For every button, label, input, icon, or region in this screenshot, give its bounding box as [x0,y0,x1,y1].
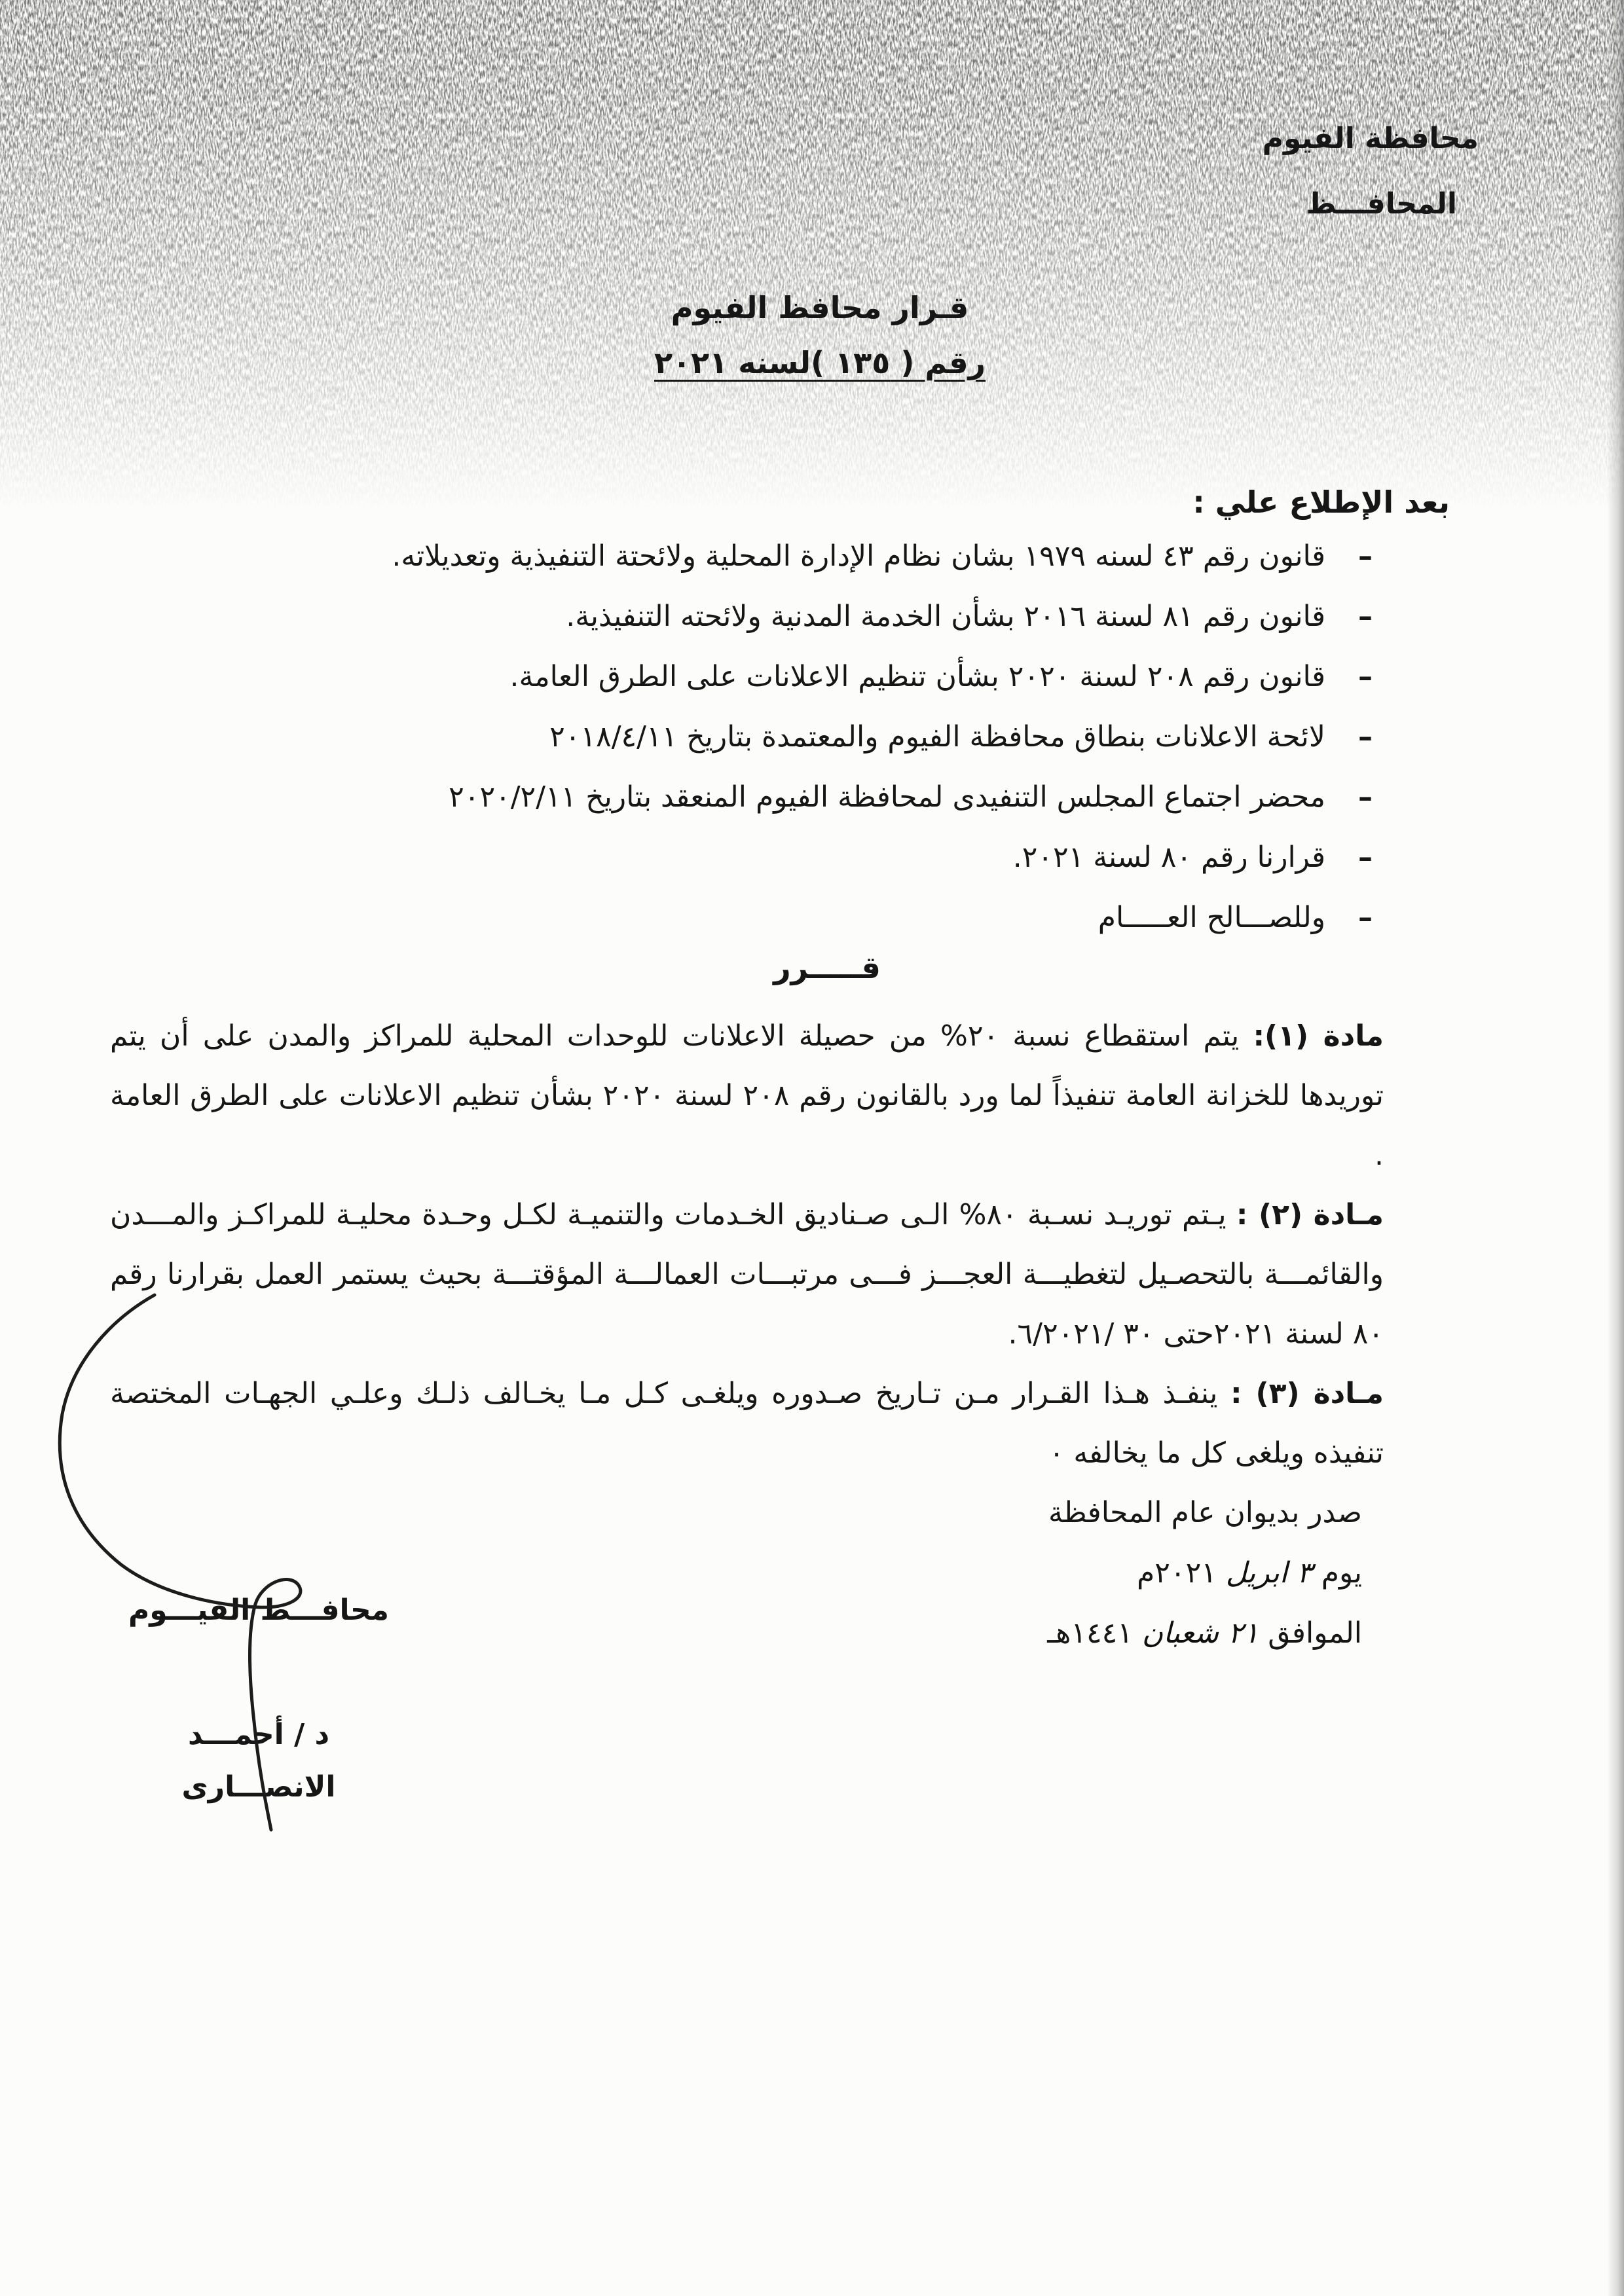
signatory-title: محافـــظ الفيـــوم [128,1594,390,1627]
article-1 [110,1006,1384,1185]
article-label: مـادة (٢) : [1236,1198,1384,1231]
decree-number: رقم ( ١٣٥ )لسنه ٢٠٢١ [654,345,986,380]
list-item [110,647,1376,707]
decree-heading: قـرار محافظ الفيوم [671,290,969,325]
list-item-text: لائحة الاعلانات بنطاق محافظة الفيوم والمعتمدة بتاريخ ٢٠١٨/٤/١١ [549,720,1325,754]
date-year: ٢٠٢١م [1137,1556,1217,1590]
list-item-text: قانون رقم ٤٣ لسنه ١٩٧٩ بشان نظام الإدارة المحلية ولائحتة التنفيذية وتعديلاته. [392,539,1325,573]
bullet-dash: – [1358,539,1373,573]
signatory-name: د / أحمـــد الانصـــارى [181,1718,336,1804]
list-item-text: وللصـــالح العـــــام [1098,901,1325,934]
list-item-text: قانون رقم ٢٠٨ لسنة ٢٠٢٠ بشأن تنظيم الاعلانات على الطرق العامة. [509,660,1325,693]
handwritten-day-month: ٢١ شعبان [1141,1616,1259,1650]
article-body: يتم استقطاع نسبة ٢٠% من حصيلة الاعلانات للوحدات المحلية للمراكز والمدن على أن يتم توريدها للخزانة العامة تنفيذاً لما ورد بالقانون رقم ٢٠٨ لسنة ٢٠٢٠ بشأن تنظيم الاعلانات على الطرق العامة . [110,1019,1384,1172]
article-2 [110,1185,1384,1364]
articles [110,1006,1450,1483]
list-item-text: قانون رقم ٨١ لسنة ٢٠١٦ بشأن الخدمة المدنية ولائحته التنفيذية. [566,600,1325,633]
scan-noise-band [0,0,1624,511]
bullet-dash: – [1358,720,1373,754]
bullet-dash: – [1358,660,1373,693]
article-3 [110,1364,1384,1483]
bullet-dash: – [1358,600,1373,633]
bullet-dash: – [1358,901,1373,934]
bullet-dash: – [1358,841,1373,874]
date-prefix: يوم [1321,1556,1362,1590]
bullet-dash: – [1358,780,1373,814]
list-item [110,828,1376,888]
article-body: يـتم توريـد نسـبة ٨٠% الـى صـناديق الخـدمات والتنميـة لكـل وحـدة محليـة للمراكـز والمـــدن والقائمـــة بالتحصـيل لتغطيـــة العجـــز فـــى مرتبـــات العمالـــة المؤقتـــة بحيث يستمر العمل بقرارنا رقم ٨٠ لسنة ٢٠٢١حتى ٣٠ /٦/٢٠٢١. [110,1198,1384,1351]
decision-heading: قـــــرر [773,950,881,985]
letterhead [1177,106,1479,237]
list-item [110,888,1376,948]
decree-body [110,481,1450,1664]
preamble-list [110,526,1450,948]
list-item [110,526,1376,587]
issuance-place: صدر بديوان عام المحافظة [1048,1496,1362,1529]
list-item-text: محضر اجتماع المجلس التنفيدى لمحافظة الفيوم المنعقد بتاريخ ٢٠٢٠/٢/١١ [449,780,1325,814]
date-year: ١٤٤١هـ [1047,1616,1133,1650]
preamble-intro: بعد الإطلاع علي : [1192,484,1450,520]
list-item [110,767,1376,828]
article-body: ينفـذ هـذا القـرار مـن تـاريخ صـدوره ويلغـى كـل مـا يخـالف ذلـك وعلـي الجهـات المختصة تنفيذه ويلغى كل ما يخالفه ٠ [110,1377,1384,1470]
date-prefix: الموافق [1268,1616,1362,1650]
governorate-name: محافظة الفيوم [1262,122,1479,155]
article-label: مادة (١): [1253,1019,1384,1053]
decree-title-block [0,280,1624,390]
list-item-text: قرارنا رقم ٨٠ لسنة ٢٠٢١. [1012,841,1325,874]
article-label: مـادة (٣) : [1230,1377,1384,1410]
office-name: المحافـــظ [1306,187,1457,221]
handwritten-day-month: ٣ ابريل [1225,1556,1312,1590]
list-item [110,707,1376,767]
list-item [110,587,1376,647]
